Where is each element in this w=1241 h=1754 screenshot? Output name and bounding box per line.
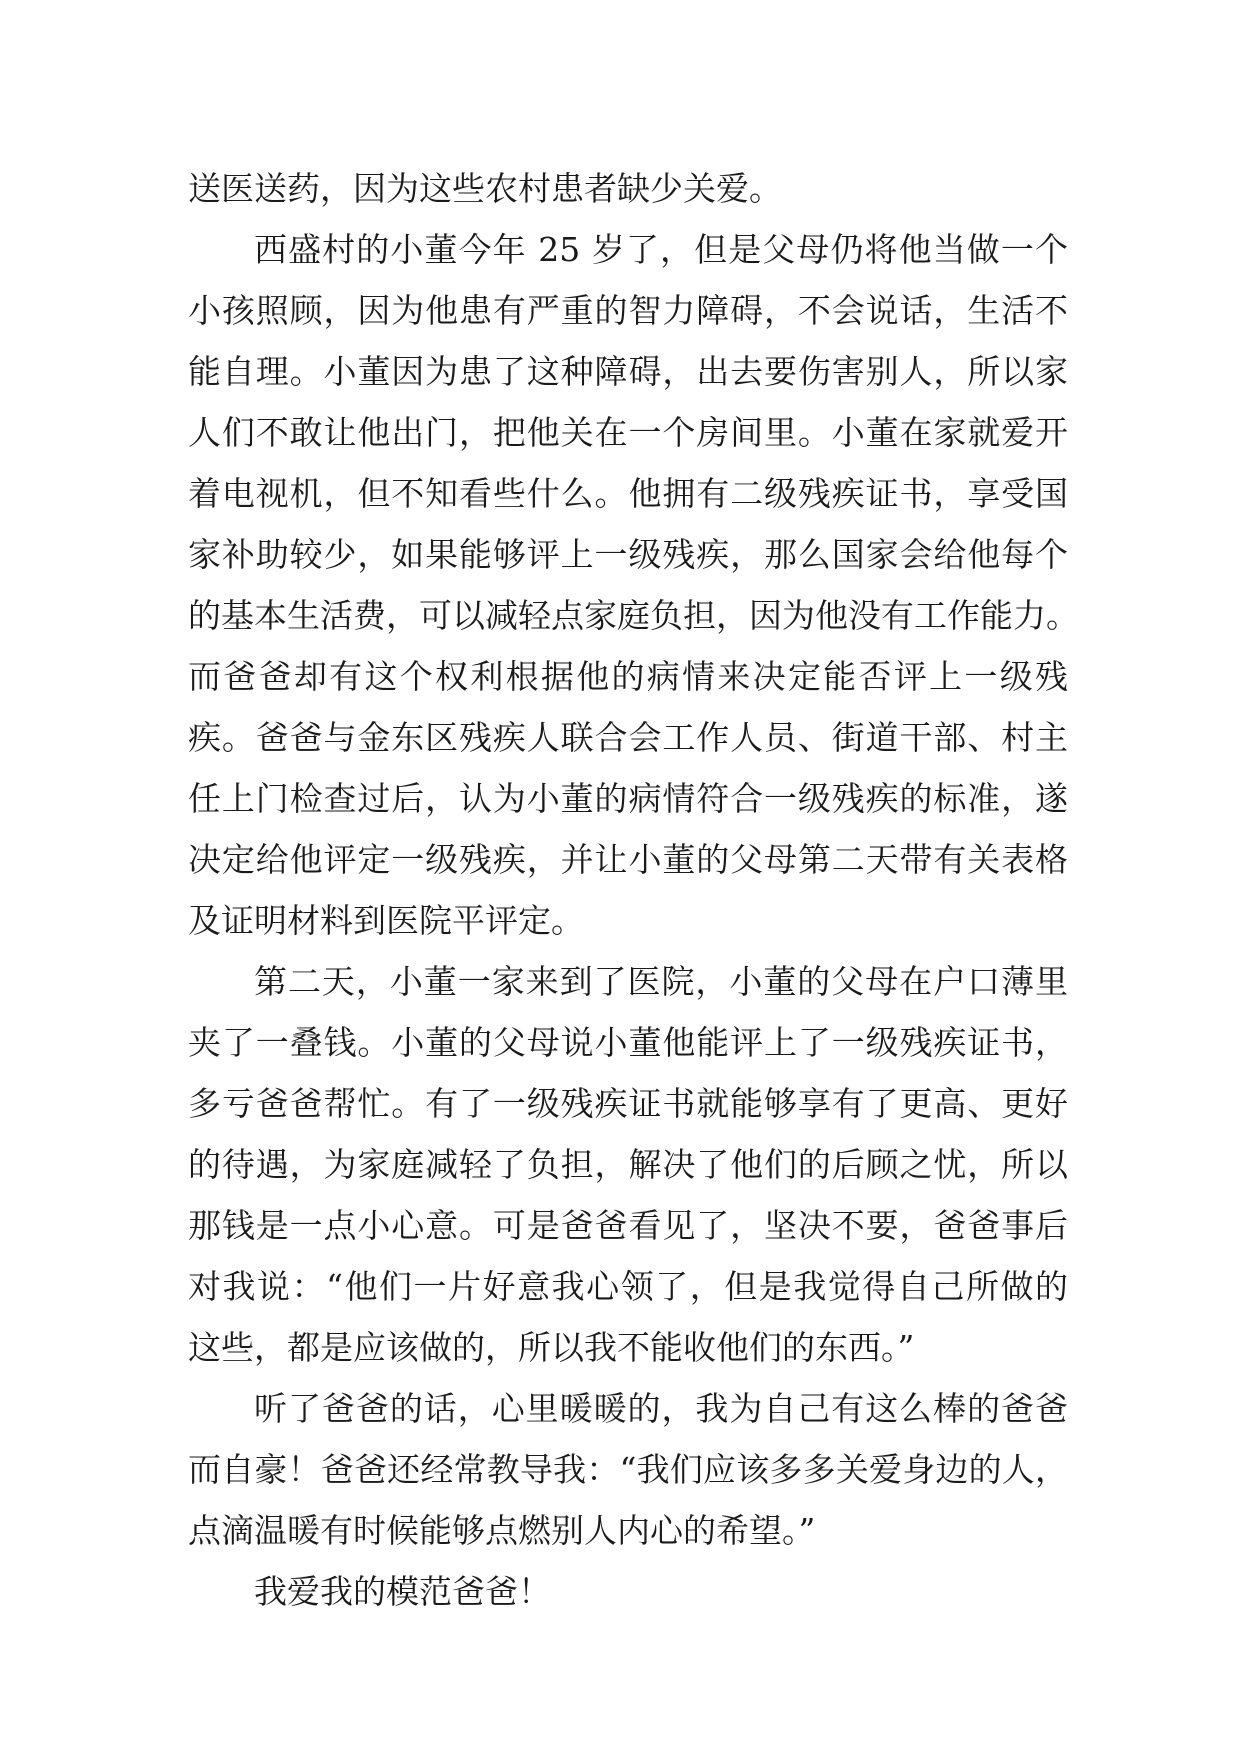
text-line: 小孩照顾，因为他患有严重的智力障碍，不会说话，生活不	[188, 291, 1068, 330]
text-line: 能自理。小董因为患了这种障碍，出去要伤害别人，所以家	[188, 352, 1068, 391]
text-line: 第二天，小董一家来到了医院，小董的父母在户口薄里	[254, 962, 1068, 1001]
text-line: 任上门检查过后，认为小董的病情符合一级残疾的标准，遂	[188, 779, 1068, 818]
text-line: 及证明材料到医院平评定。	[188, 901, 584, 940]
text-line: 夹了一叠钱。小董的父母说小董他能评上了一级残疾证书，	[188, 1023, 1068, 1062]
text-line: 疾。爸爸与金东区残疾人联合会工作人员、街道干部、村主	[188, 718, 1068, 757]
text-line: 对我说：“他们一片好意我心领了，但是我觉得自己所做的	[188, 1267, 1068, 1306]
text-line: 那钱是一点小心意。可是爸爸看见了，坚决不要，爸爸事后	[188, 1206, 1068, 1245]
text-line: 家补助较少，如果能够评上一级残疾，那么国家会给他每个	[188, 535, 1068, 574]
text-line: 我爱我的模范爸爸！	[254, 1572, 551, 1611]
text-line: 多亏爸爸帮忙。有了一级残疾证书就能够享有了更高、更好	[188, 1084, 1068, 1123]
text-line: 送医送药，因为这些农村患者缺少关爱。	[188, 169, 782, 208]
text-line: 而自豪！爸爸还经常教导我：“我们应该多多关爱身边的人，	[188, 1450, 1068, 1489]
text-line: 着电视机，但不知看些什么。他拥有二级残疾证书，享受国	[188, 474, 1068, 513]
text-line: 而爸爸却有这个权利根据他的病情来决定能否评上一级残	[188, 657, 1068, 696]
text-line: 人们不敢让他出门，把他关在一个房间里。小董在家就爱开	[188, 413, 1068, 452]
text-line: 听了爸爸的话，心里暖暖的，我为自己有这么棒的爸爸	[254, 1389, 1068, 1428]
text-line: 这些，都是应该做的，所以我不能收他们的东西。”	[188, 1328, 915, 1367]
text-line: 点滴温暖有时候能够点燃别人内心的希望。”	[188, 1511, 816, 1550]
text-line: 决定给他评定一级残疾，并让小董的父母第二天带有关表格	[188, 840, 1068, 879]
body-text	[188, 158, 1079, 1622]
text-line: 的基本生活费，可以减轻点家庭负担，因为他没有工作能力。	[188, 596, 1079, 635]
text-line: 西盛村的小董今年 25 岁了，但是父母仍将他当做一个	[254, 230, 1068, 269]
text-line: 的待遇，为家庭减轻了负担，解决了他们的后顾之忧，所以	[188, 1145, 1068, 1184]
